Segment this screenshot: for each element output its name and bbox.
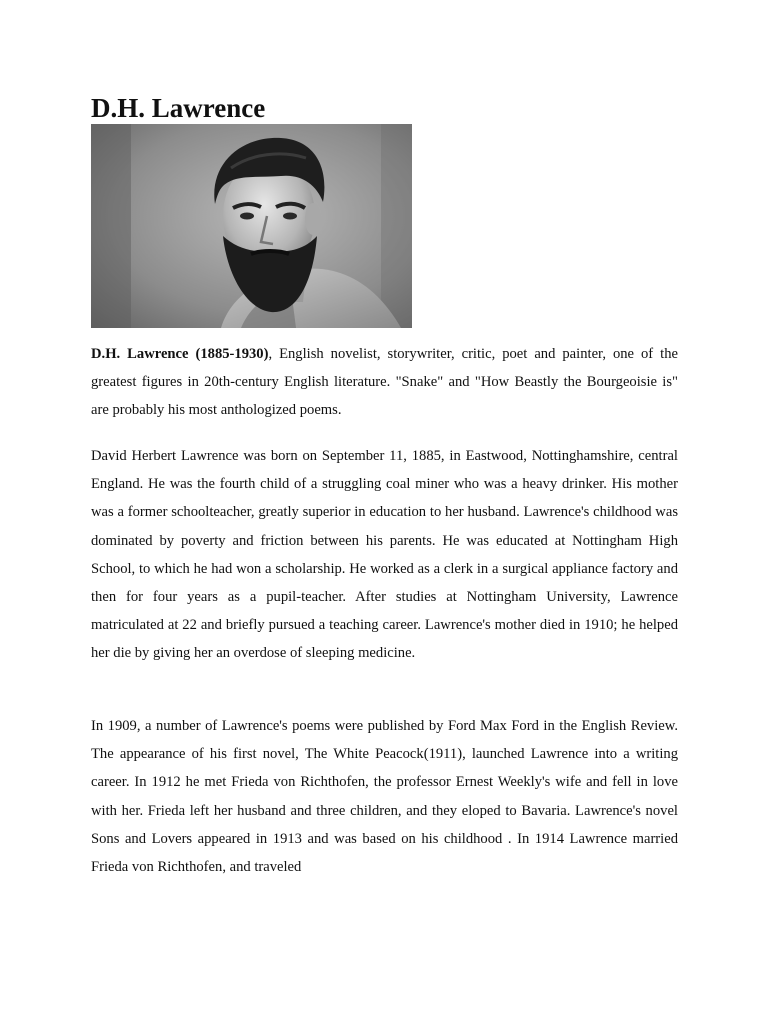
intro-text: , English novelist, storywriter, critic, poet and painter, one of the greatest figures in 20th-century English literature. "Snake" and "How Beastly the Bourgeoisie is" are probably his most anthologized poems. xyxy=(91,346,678,419)
author-name-dates: D.H. Lawrence (1885-1930) xyxy=(91,346,269,362)
page-title: D.H. Lawrence xyxy=(91,93,266,123)
paragraph-intro xyxy=(91,340,678,425)
paragraph-early-life: David Herbert Lawrence was born on September 11, 1885, in Eastwood, Nottinghamshire, central England. He was the fourth child of a struggling coal miner who was a heavy drinker. His mother was a former schoolteacher, greatly superior in education to her husband. Lawrence's childhood was dominated by poverty and friction between his parents. He was educated at Nottingham High School, to which he had won a scholarship. He worked as a clerk in a surgical appliance factory and then for four years as a pupil-teacher. After studies at Nottingham University, Lawrence matriculated at 22 and briefly pursued a teaching career. Lawrence's mother died in 1910; he helped her die by giving her an overdose of sleeping medicine. xyxy=(91,448,678,662)
author-portrait xyxy=(91,124,412,328)
paragraph-career: In 1909, a number of Lawrence's poems were published by Ford Max Ford in the English Review. The appearance of his first novel, The White Peacock(1911), launched Lawrence into a writing career. In 1912 he met Frieda von Richthofen, the professor Ernest Weekly's wife and fell in love with her. Frieda left her husband and three children, and they eloped to Bavaria. Lawrence's novel Sons and Lovers appeared in 1913 and was based on his childhood . In 1914 Lawrence married Frieda von Richthofen, and traveled xyxy=(91,718,678,876)
